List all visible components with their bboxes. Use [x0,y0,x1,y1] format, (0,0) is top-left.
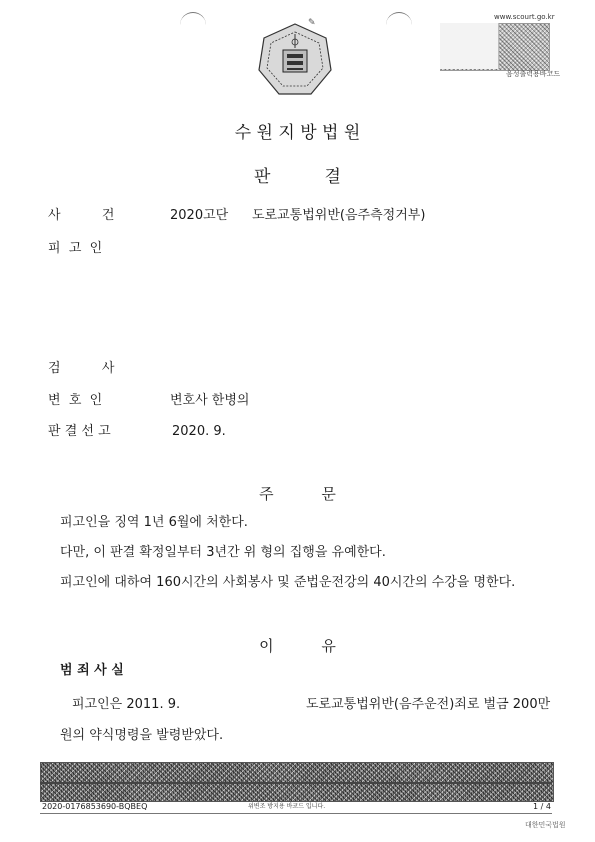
court-seal-emblem [255,20,335,100]
order-heading: 주 문 [259,485,336,503]
header-barcode-blank [440,23,499,69]
barcode-notice: 위변조 방지용 바코드 입니다. [248,803,326,810]
counsel-value: 변호사 한병의 [170,393,250,408]
court-name: 수 원 지 방 법 원 [234,123,361,143]
order-line-3: 피고인에 대하여 160시간의 사회봉사 및 준법운전강의 40시간의 수강을 명한다. [60,575,516,590]
barcode-caption: 음성출력용바코드 [506,70,561,78]
document-title: 판 결 [254,167,341,187]
defendant-label: 피 고 인 [48,241,103,256]
footer-rule [40,813,552,814]
reasons-line-1-right: 도로교통법위반(음주운전)죄로 벌금 200만 [306,697,551,712]
judgment-date-value: 2020. 9. [172,424,226,439]
issuer-label: 대한민국법원 [525,821,566,829]
case-number: 2020고단 [170,208,229,223]
prosecutor-label: 검 사 [48,361,115,376]
reasons-line-1-left: 피고인은 2011. 9. [72,697,181,712]
reasons-subheading: 범 죄 사 실 [60,663,124,678]
document-id: 2020-0176853690-BQBEQ [42,802,148,811]
counsel-label: 변 호 인 [48,393,103,408]
corner-mark-left [180,12,206,27]
case-label: 사 건 [48,208,115,223]
reasons-heading: 이 유 [259,637,336,655]
page-number: 1 / 4 [533,802,551,811]
footer-barcode-stripe [40,782,552,784]
order-line-2: 다만, 이 판결 확정일부터 3년간 위 형의 집행을 유예한다. [60,545,386,560]
corner-mark-right [386,12,412,27]
case-name: 도로교통법위반(음주측정거부) [252,208,426,223]
reasons-line-2: 원의 약식명령을 발령받았다. [60,728,224,743]
order-line-1: 피고인을 징역 1년 6월에 처한다. [60,515,248,530]
judgment-date-label: 판 결 선 고 [48,424,111,439]
seal-mark: ✎ [308,18,316,28]
url-text: www.scourt.go.kr [494,13,555,21]
